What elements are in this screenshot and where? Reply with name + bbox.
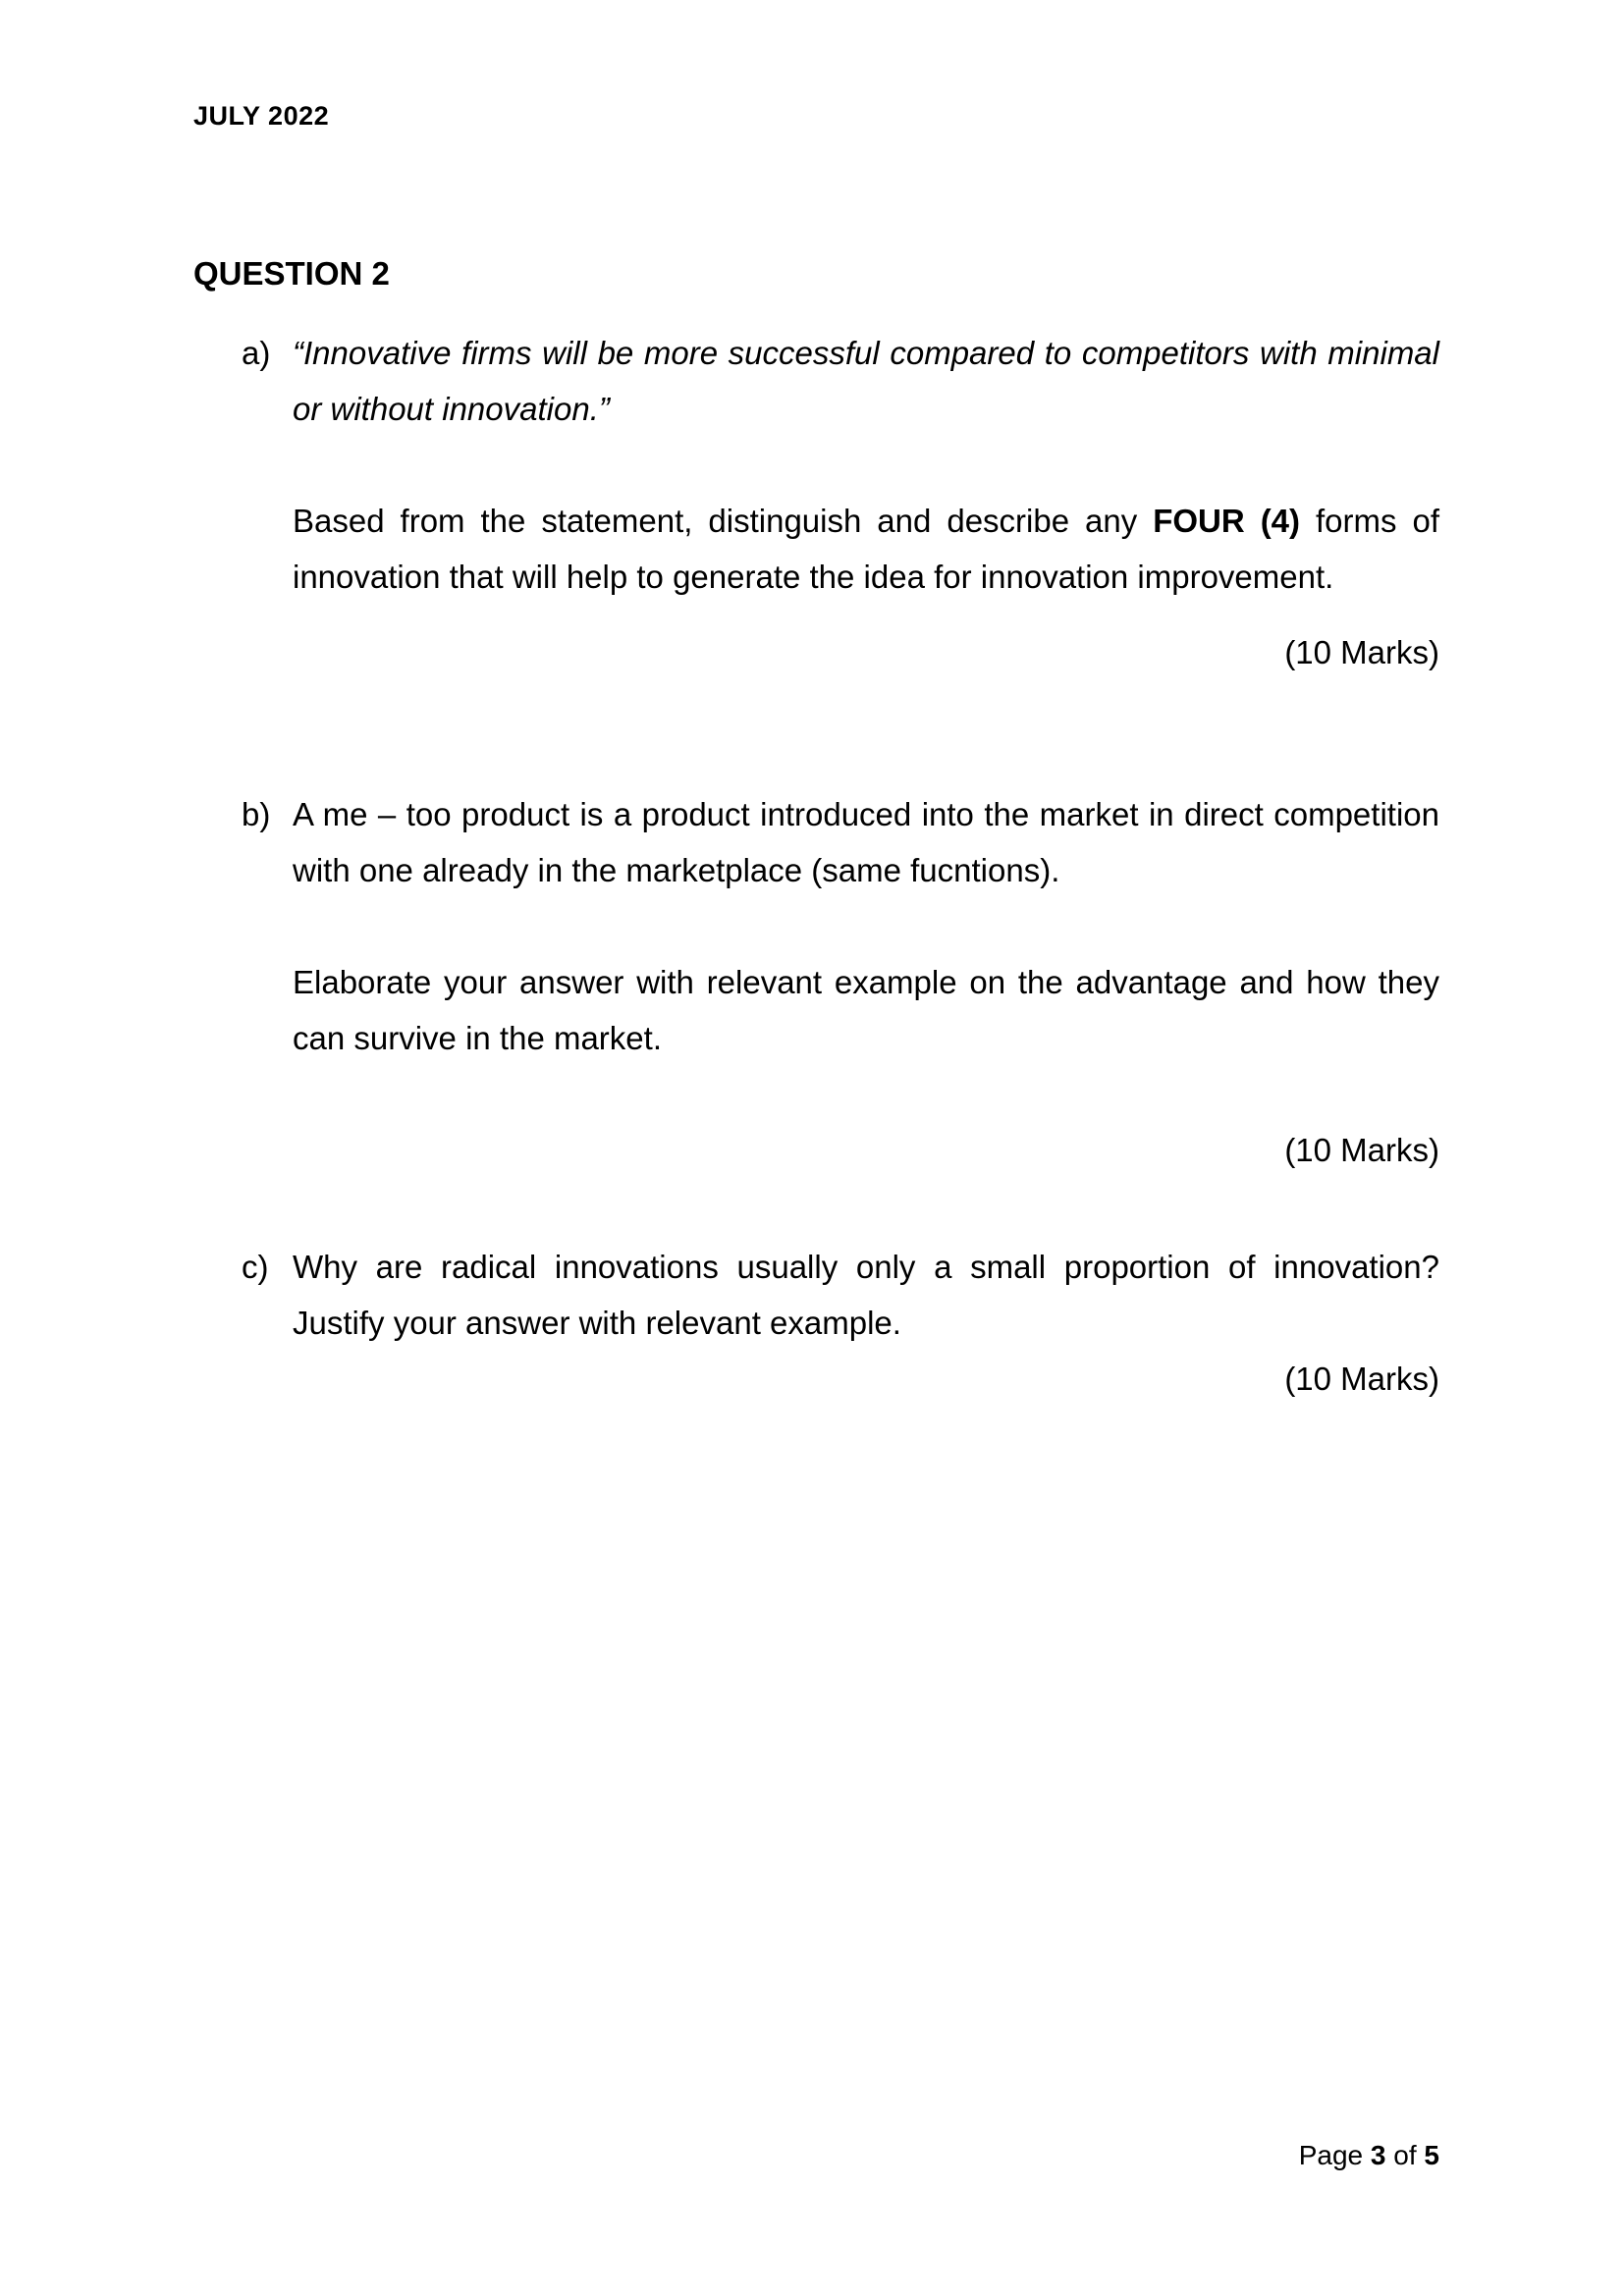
header-date: JULY 2022 bbox=[193, 101, 330, 131]
part-label: b) bbox=[242, 796, 271, 832]
part-a-instruction: Based from the statement, distinguish and describe any FOUR (4) forms of innovation that will help to generate the idea for innovation improvement. bbox=[293, 503, 1439, 595]
part-c-text: Why are radical innovations usually only a small proportion of innovation? Justify your answer with relevant example. bbox=[293, 1249, 1439, 1341]
part-b-instruction: Elaborate your answer with relevant example on the advantage and how they can survive in the market. bbox=[293, 964, 1439, 1056]
question-part-a bbox=[242, 325, 1439, 680]
question-part-b bbox=[242, 786, 1439, 1178]
part-c-marks: (10 Marks) bbox=[1284, 1361, 1439, 1397]
page-number: Page 3 of 5 bbox=[1298, 2140, 1439, 2170]
part-label: c) bbox=[242, 1249, 269, 1285]
part-label: a) bbox=[242, 335, 271, 371]
part-a-marks: (10 Marks) bbox=[1284, 634, 1439, 670]
part-a-emphasis: FOUR (4) bbox=[1153, 503, 1301, 539]
part-a-quote: “Innovative firms will be more successful compared to competitors with minimal or without innovation.” bbox=[293, 335, 1439, 427]
part-b-marks: (10 Marks) bbox=[1284, 1132, 1439, 1168]
question-part-c bbox=[242, 1239, 1439, 1407]
part-b-text: A me – too product is a product introduced into the market in direct competition with one already in the marketplace (same fucntions). bbox=[293, 796, 1439, 888]
question-title: QUESTION 2 bbox=[193, 255, 390, 292]
